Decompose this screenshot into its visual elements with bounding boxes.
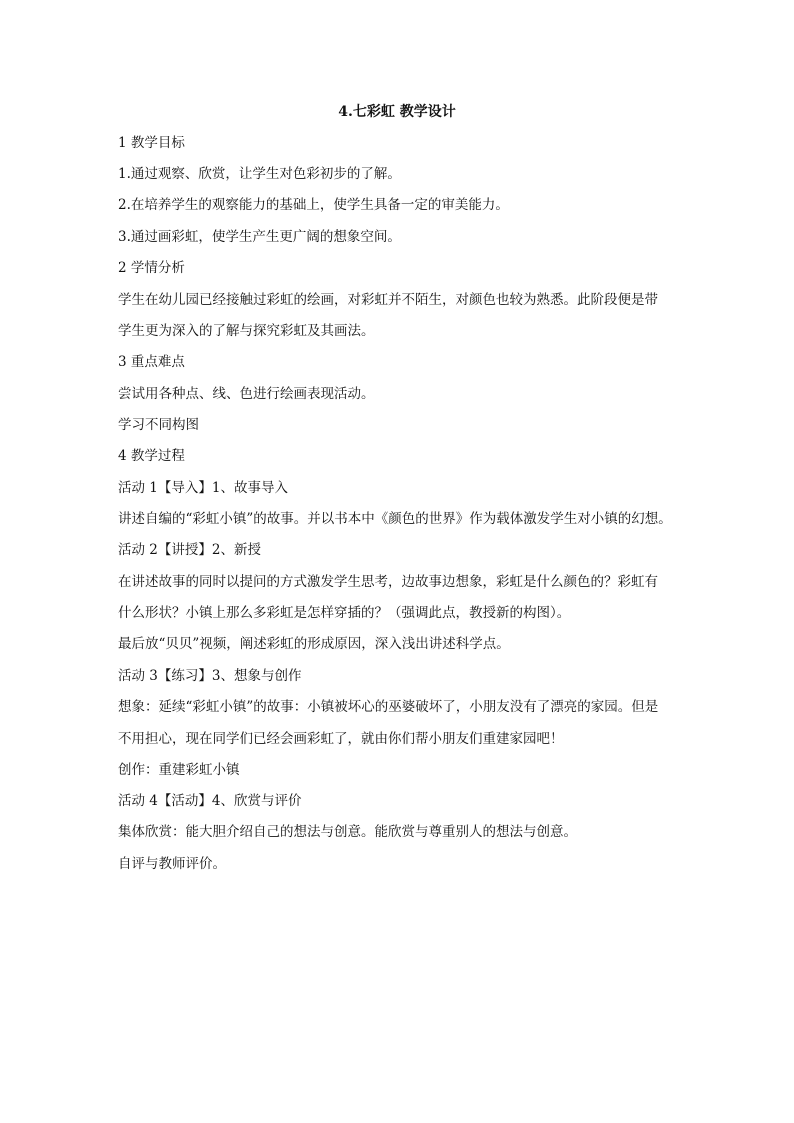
paragraph-line: 尝试用各种点、线、色进行绘画表现活动。	[118, 386, 375, 402]
paragraph-line: 最后放“贝贝”视频，阐述彩虹的形成原因，深入浅出讲述科学点。	[118, 636, 510, 652]
paragraph-line: 1.通过观察、欣赏，让学生对色彩初步的了解。	[118, 166, 401, 182]
section-heading-objectives: 1 教学目标	[118, 135, 185, 151]
paragraph-line: 3.通过画彩虹，使学生产生更广阔的想象空间。	[118, 229, 401, 245]
activity-heading: 活动 3【练习】3、想象与创作	[118, 668, 302, 684]
paragraph-line: 集体欣赏：能大胆介绍自己的想法与创意。能欣赏与尊重别人的想法与创意。	[118, 824, 577, 840]
activity-heading: 活动 2【讲授】2、新授	[118, 542, 261, 558]
paragraph-line: 学生在幼儿园已经接触过彩虹的绘画，对彩虹并不陌生，对颜色也较为熟悉。此阶段便是带	[118, 292, 658, 308]
paragraph-line: 什么形状？小镇上那么多彩虹是怎样穿插的？（强调此点，教授新的构图）。	[118, 605, 571, 621]
activity-heading: 活动 1【导入】1、故事导入	[118, 480, 288, 496]
section-heading-analysis: 2 学情分析	[118, 260, 185, 276]
activity-heading: 活动 4【活动】4、欣赏与评价	[118, 793, 302, 809]
section-heading-key-points: 3 重点难点	[118, 354, 185, 370]
paragraph-line: 学习不同构图	[118, 417, 199, 433]
paragraph-line: 在讲述故事的同时以提问的方式激发学生思考，边故事边想象，彩虹是什么颜色的？彩虹有	[118, 574, 658, 590]
section-heading-process: 4 教学过程	[118, 448, 185, 464]
paragraph-line: 想象：延续“彩虹小镇”的故事：小镇被坏心的巫婆破坏了，小朋友没有了漂亮的家园。但是	[118, 699, 659, 715]
paragraph-line: 讲述自编的“彩虹小镇”的故事。并以书本中《颜色的世界》作为载体激发学生对小镇的幻想。	[118, 511, 672, 527]
paragraph-line: 自评与教师评价。	[118, 856, 226, 872]
document-title: 4.七彩虹 教学设计	[338, 104, 456, 120]
paragraph-line: 不用担心，现在同学们已经会画彩虹了，就由你们帮小朋友们重建家园吧！	[118, 731, 564, 747]
paragraph-line: 2.在培养学生的观察能力的基础上，使学生具备一定的审美能力。	[118, 197, 509, 213]
paragraph-line: 学生更为深入的了解与探究彩虹及其画法。	[118, 323, 375, 339]
paragraph-line: 创作：重建彩虹小镇	[118, 762, 240, 778]
